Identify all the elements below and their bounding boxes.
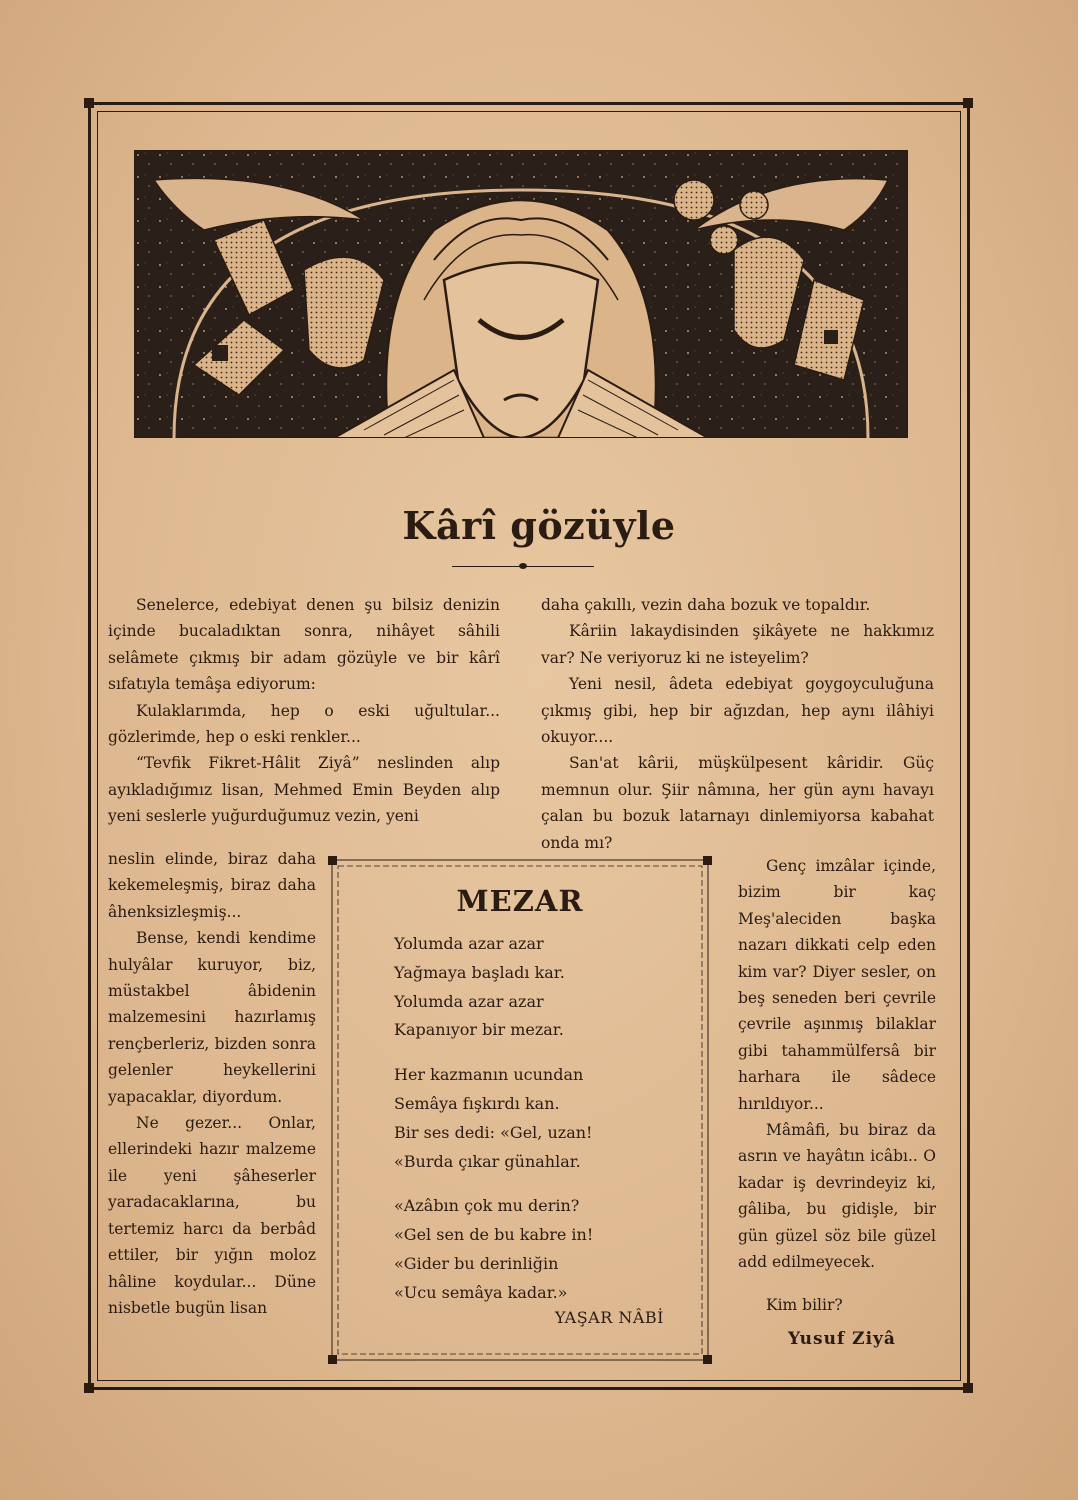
frame-corner [84,98,94,108]
poem-line: Bir ses dedi: «Gel, uzan! [394,1122,593,1142]
paragraph: San'at kârii, müşkülpesent kâridir. Güç memnun olur. Şiir nâmına, her gün aynı havayı çalan bu bozuk latarnayı dinlemiyorsa kabahat onda mı? [541,754,934,852]
poem-line: Kapanıyor bir mezar. [394,1020,564,1040]
paragraph: Ne gezer... Onlar, ellerindeki hazır malzeme ile yeni şâheserler yaradacaklarına, bu tertemiz harcı da berbâd ettiler, bir yığın moloz hâline koydular... Düne nisbetle bugün lisan [108,1114,316,1317]
article-title: Kârî gözüyle [402,503,676,548]
paragraph: Kâriin lakaydisinden şikâyete ne hakkımız var? Ne veriyoruz ki ne isteyelim? [541,622,934,667]
left-column-narrow [108,846,316,1321]
poem-line: Yağmaya başladı kar. [394,962,565,982]
poem-title: MEZAR [456,884,584,918]
poem-line: Yolumda azar azar [394,991,544,1011]
paragraph: Bense, kendi kendime hulyâlar kuruyor, biz, müstakbel âbidenin malzemesini hazırlamış rençberleriz, bizden sonra gelenler heykellerini yapacaklar, diyordum. [108,929,316,1106]
poem-box [328,856,712,1364]
right-column-narrow [738,853,936,1276]
left-column-top [108,592,500,830]
poem-stanza [394,1192,694,1307]
paragraph: “Tevfik Fikret-Hâlit Ziyâ” neslinden alıp ayıkladığımız lisan, Mehmed Emin Beyden alıp yeni seslerle yuğurduğumuz vezin, yeni [108,754,500,826]
paragraph: Senelerce, edebiyat denen şu bilsiz denizin içinde bucaladıktan sonra, nihâyet sâhili selâmete çıkmış bir adam gözüyle ve bir kârî sıfatıyla temâşa ediyorum: [108,596,500,694]
frame-corner [84,1383,94,1393]
poem-line: «Burda çıkar günahlar. [394,1151,581,1171]
poem-stanza [394,930,694,1045]
poem-author: YAŞAR NÂBİ [554,1308,664,1327]
closing-line: Kim bilir? [766,1296,843,1314]
paragraph: neslin elinde, biraz daha kekemeleşmiş, biraz daha âhenksizleşmiş... [108,850,316,921]
poem-line: Yolumda azar azar [394,934,544,953]
poem-line: «Gel sen de bu kabre in! [394,1225,594,1245]
poem-stanza [394,1061,694,1176]
poem-body [394,930,694,1324]
author-signature: Yusuf Ziyâ [788,1329,896,1349]
poem-line: «Gider bu derinliğin [394,1253,559,1273]
paragraph: Mâmâfi, bu biraz da asrın ve hayâtın icâbı.. O kadar iş devrindeyiz ki, gâliba, bu gidişle, bir gün güzel söz bile güzel add edilmeyecek. [738,1121,936,1272]
title-divider-ornament [519,563,527,569]
paragraph: Yeni nesil, âdeta edebiyat goygoyculuğuna çıkmış gibi, hep bir ağızdan, hep aynı ilâhiyi okuyor.... [541,675,934,747]
right-column-top [541,592,934,856]
poem-line: «Ucu semâya kadar.» [394,1282,568,1302]
frame-corner [963,98,973,108]
paragraph: Genç imzâlar içinde, bizim bir kaç Meş'aleciden başka nazarı dikkati celp eden kim var? Diyer sesler, on beş seneden beri çevrile çevrile aşınmış bilaklar gibi tahammülfersâ bir harhara ile sâdece hırıldıyor... [738,857,936,1113]
poem-line: Her kazmanın ucundan [394,1065,584,1085]
frame-corner [963,1383,973,1393]
poem-line: Semâya fışkırdı kan. [394,1093,560,1113]
paragraph: daha çakıllı, vezin daha bozuk ve topaldır. [541,596,871,614]
poem-line: «Azâbın çok mu derin? [394,1196,580,1216]
paragraph: Kulaklarımda, hep o eski uğultular... gözlerimde, hep o eski renkler... [108,701,500,747]
decorative-header-icon [134,150,908,438]
